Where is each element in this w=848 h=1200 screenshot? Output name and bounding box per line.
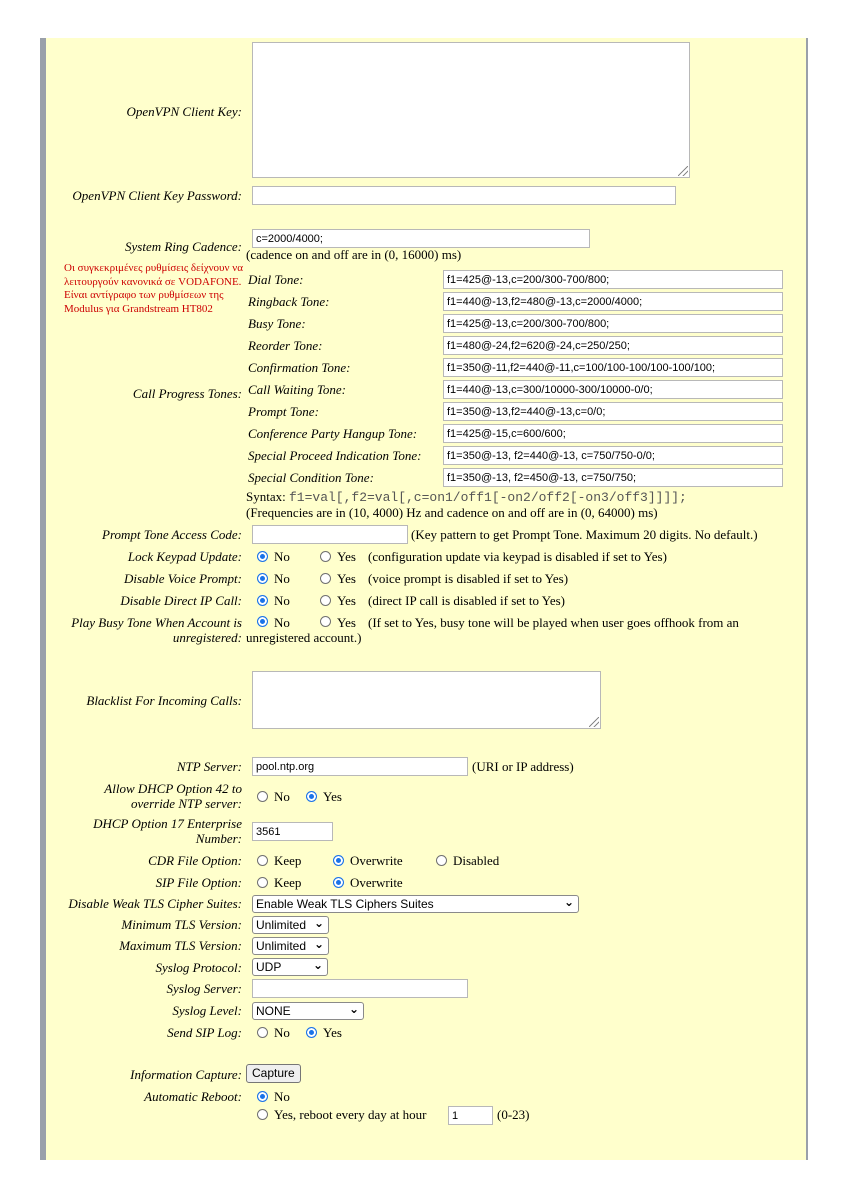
weak-tls-value: Enable Weak TLS Ciphers Suites: [256, 897, 434, 911]
syslog-protocol-label: Syslog Protocol:: [155, 960, 242, 975]
confirmation-tone-field[interactable]: [443, 358, 783, 377]
auto-reboot-yes-radio[interactable]: [257, 1109, 268, 1120]
send-sip-log-label: Send SIP Log:: [167, 1025, 242, 1040]
disable-voice-no-label: No: [274, 571, 290, 586]
dial-tone-field[interactable]: [443, 270, 783, 289]
max-tls-label: Maximum TLS Version:: [119, 938, 242, 953]
ring-cadence-label: System Ring Cadence:: [125, 239, 242, 254]
dial-tone-label: Dial Tone:: [248, 272, 304, 287]
vodafone-note: Οι συγκεκριμένες ρυθμίσεις δείχνουν να λειτουργούν κανονικά σε VODAFONE. Είναι αντίγραφο των ρυθμίσεων της Modulus για Grandstream HT802: [64, 262, 243, 315]
busy-tone-yes-label: Yes: [337, 615, 356, 630]
info-capture-label: Information Capture:: [130, 1067, 242, 1082]
ntp-server-field[interactable]: [252, 757, 468, 776]
dhcp42-no-radio[interactable]: [257, 791, 268, 802]
openvpn-key-label: OpenVPN Client Key:: [126, 104, 242, 119]
disable-ip-note: (direct IP call is disabled if set to Yes): [368, 593, 566, 608]
lock-keypad-yes-label: Yes: [337, 549, 356, 564]
busy-tone-account-label-1: Play Busy Tone When Account is: [71, 615, 242, 630]
busy-tone-no-radio[interactable]: [257, 616, 268, 627]
ntp-server-note: (URI or IP address): [472, 759, 574, 774]
ringback-tone-field[interactable]: [443, 292, 783, 311]
busy-tone-no-label: No: [274, 615, 290, 630]
weak-tls-select[interactable]: [252, 895, 579, 913]
sip-file-label: SIP File Option:: [155, 875, 242, 890]
dhcp17-field[interactable]: [252, 822, 333, 841]
call-progress-label: Call Progress Tones:: [132, 386, 242, 401]
syslog-protocol-select[interactable]: [252, 958, 328, 976]
reboot-hour-note: (0-23): [497, 1107, 530, 1122]
cdr-overwrite-label: Overwrite: [350, 853, 403, 868]
openvpn-password-label: OpenVPN Client Key Password:: [72, 188, 242, 203]
confirmation-tone-label: Confirmation Tone:: [248, 360, 351, 375]
special-proceed-tone-field[interactable]: [443, 446, 783, 465]
chevron-down-icon: ⌄: [313, 937, 324, 951]
sip-file-keep-radio[interactable]: [257, 877, 268, 888]
busy-tone-field[interactable]: [443, 314, 783, 333]
dhcp42-yes-radio[interactable]: [306, 791, 317, 802]
busy-tone-label: Busy Tone:: [248, 316, 306, 331]
dhcp17-label-1: DHCP Option 17 Enterprise: [93, 816, 242, 831]
max-tls-value: Unlimited: [256, 939, 307, 953]
openvpn-key-textarea[interactable]: [252, 42, 690, 178]
call-waiting-tone-field[interactable]: [443, 380, 783, 399]
prompt-tone-label: Prompt Tone:: [248, 404, 319, 419]
disable-ip-label: Disable Direct IP Call:: [120, 593, 242, 608]
max-tls-select[interactable]: [252, 937, 329, 955]
cdr-disabled-radio[interactable]: [436, 855, 447, 866]
busy-tone-note-1: (If set to Yes, busy tone will be played when user goes offhook from an: [368, 615, 739, 630]
ring-cadence-note: (cadence on and off are in (0, 16000) ms): [246, 247, 462, 262]
min-tls-value: Unlimited: [256, 918, 307, 932]
cdr-disabled-label: Disabled: [453, 853, 500, 868]
send-sip-log-yes-label: Yes: [323, 1025, 342, 1040]
call-waiting-tone-label: Call Waiting Tone:: [248, 382, 347, 397]
ntp-server-label: NTP Server:: [176, 759, 242, 774]
blacklist-textarea[interactable]: [252, 671, 601, 729]
disable-ip-no-label: No: [274, 593, 290, 608]
send-sip-log-no-radio[interactable]: [257, 1027, 268, 1038]
disable-ip-yes-radio[interactable]: [320, 595, 331, 606]
conference-hangup-tone-label: Conference Party Hangup Tone:: [248, 426, 418, 441]
lock-keypad-yes-radio[interactable]: [320, 551, 331, 562]
syslog-level-select[interactable]: [252, 1002, 364, 1020]
busy-tone-yes-radio[interactable]: [320, 616, 331, 627]
disable-voice-note: (voice prompt is disabled if set to Yes): [368, 571, 569, 586]
weak-tls-label: Disable Weak TLS Cipher Suites:: [68, 896, 242, 911]
syslog-level-value: NONE: [256, 1004, 291, 1018]
sip-file-keep-label: Keep: [274, 875, 302, 890]
syslog-server-label: Syslog Server:: [166, 981, 242, 996]
auto-reboot-label: Automatic Reboot:: [144, 1089, 242, 1104]
auto-reboot-yes-label: Yes, reboot every day at hour: [274, 1107, 427, 1122]
min-tls-label: Minimum TLS Version:: [121, 917, 242, 932]
capture-button[interactable]: Capture: [246, 1064, 301, 1083]
conference-hangup-tone-field[interactable]: [443, 424, 783, 443]
cdr-keep-label: Keep: [274, 853, 302, 868]
auto-reboot-no-radio[interactable]: [257, 1091, 268, 1102]
chevron-down-icon: ⌄: [313, 916, 324, 930]
lock-keypad-label: Lock Keypad Update:: [127, 549, 242, 564]
prompt-access-field[interactable]: [252, 525, 408, 544]
cdr-label: CDR File Option:: [148, 853, 242, 868]
resize-grip-icon[interactable]: [678, 166, 688, 176]
sip-file-overwrite-radio[interactable]: [333, 877, 344, 888]
chevron-down-icon: ⌄: [563, 895, 574, 909]
lock-keypad-no-radio[interactable]: [257, 551, 268, 562]
syslog-level-label: Syslog Level:: [172, 1003, 242, 1018]
dhcp42-label-2: override NTP server:: [131, 796, 242, 811]
blacklist-label: Blacklist For Incoming Calls:: [86, 693, 242, 708]
send-sip-log-no-label: No: [274, 1025, 290, 1040]
disable-voice-label: Disable Voice Prompt:: [124, 571, 242, 586]
disable-voice-yes-label: Yes: [337, 571, 356, 586]
special-proceed-tone-label: Special Proceed Indication Tone:: [248, 448, 422, 463]
syslog-server-field[interactable]: [252, 979, 468, 998]
special-condition-tone-field[interactable]: [443, 468, 783, 487]
dhcp42-yes-label: Yes: [323, 789, 342, 804]
syntax-prefix: Syntax:: [246, 489, 289, 504]
lock-keypad-no-label: No: [274, 549, 290, 564]
dhcp42-label-1: Allow DHCP Option 42 to: [104, 781, 242, 796]
reorder-tone-label: Reorder Tone:: [248, 338, 323, 353]
ring-cadence-field[interactable]: [252, 229, 590, 248]
syntax-code: f1=val[,f2=val[,c=on1/off1[-on2/off2[-on3/off3]]]];: [288, 490, 687, 505]
disable-voice-no-radio[interactable]: [257, 573, 268, 584]
syslog-protocol-value: UDP: [256, 960, 282, 974]
cdr-overwrite-radio[interactable]: [333, 855, 344, 866]
prompt-access-label: Prompt Tone Access Code:: [102, 527, 242, 542]
chevron-down-icon: ⌄: [312, 958, 323, 972]
disable-ip-yes-label: Yes: [337, 593, 356, 608]
special-condition-tone-label: Special Condition Tone:: [248, 470, 374, 485]
reorder-tone-field[interactable]: [443, 336, 783, 355]
tone-syntax: [246, 489, 687, 505]
lock-keypad-note: (configuration update via keypad is disabled if set to Yes): [368, 549, 667, 564]
disable-ip-no-radio[interactable]: [257, 595, 268, 606]
sip-file-overwrite-label: Overwrite: [350, 875, 403, 890]
resize-grip-icon[interactable]: [589, 717, 599, 727]
send-sip-log-yes-radio[interactable]: [306, 1027, 317, 1038]
auto-reboot-no-label: No: [274, 1089, 290, 1104]
reboot-hour-field[interactable]: [448, 1106, 493, 1125]
ringback-tone-label: Ringback Tone:: [248, 294, 330, 309]
dhcp17-label-2: Number:: [195, 831, 242, 846]
chevron-down-icon: ⌄: [348, 1002, 359, 1016]
busy-tone-note-2: unregistered account.): [246, 630, 362, 645]
cdr-keep-radio[interactable]: [257, 855, 268, 866]
busy-tone-account-label-2: unregistered:: [172, 630, 242, 645]
dhcp42-no-label: No: [274, 789, 290, 804]
frequency-note: (Frequencies are in (10, 4000) Hz and cadence on and off are in (0, 64000) ms): [246, 505, 658, 520]
prompt-access-note: (Key pattern to get Prompt Tone. Maximum 20 digits. No default.): [411, 527, 758, 542]
disable-voice-yes-radio[interactable]: [320, 573, 331, 584]
min-tls-select[interactable]: [252, 916, 329, 934]
prompt-tone-field[interactable]: [443, 402, 783, 421]
openvpn-password-field[interactable]: [252, 186, 676, 205]
